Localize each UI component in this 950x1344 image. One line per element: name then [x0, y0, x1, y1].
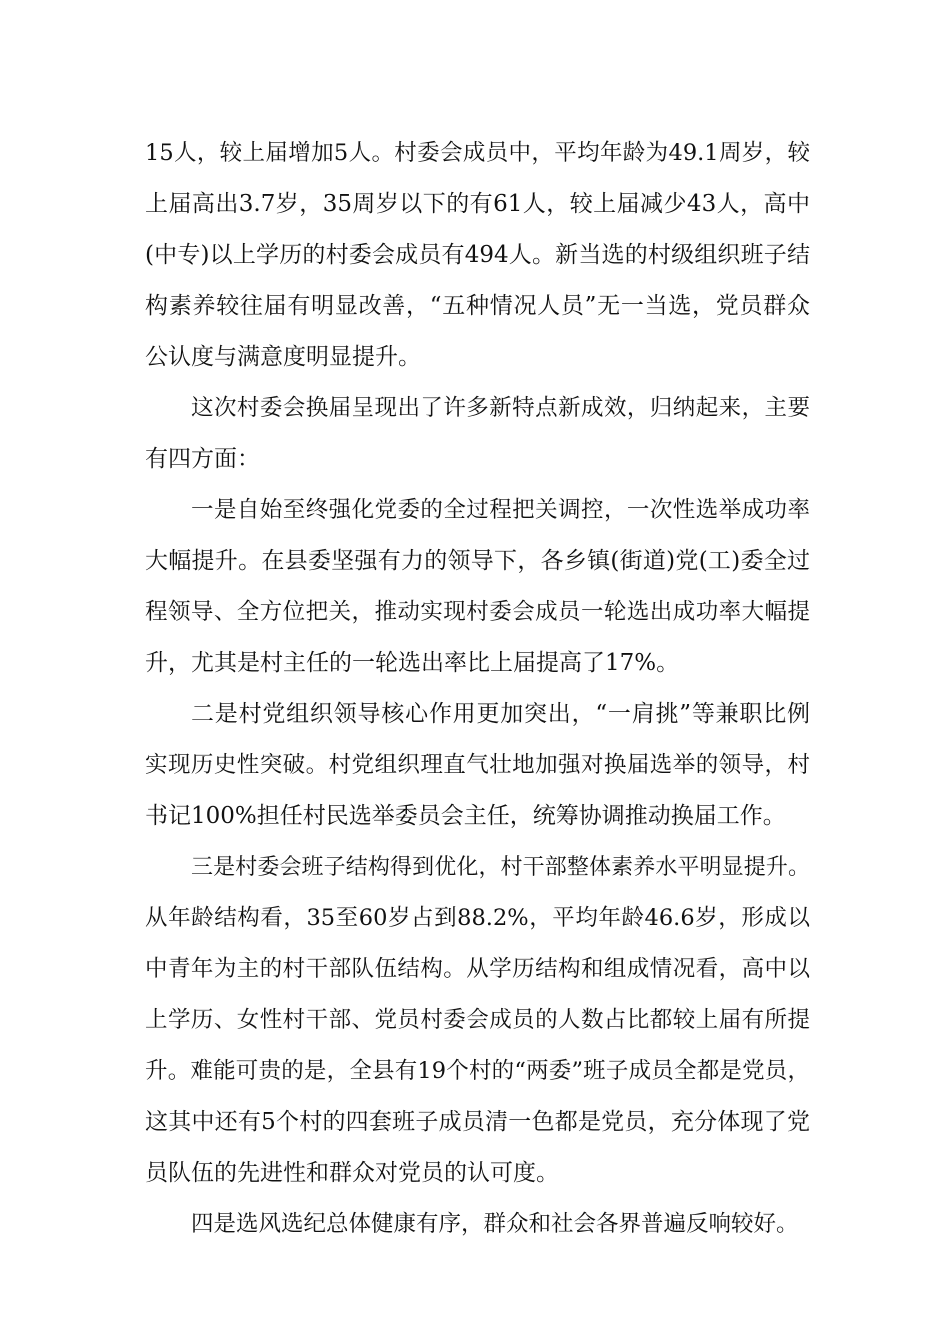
paragraph [145, 485, 810, 689]
paragraph [145, 689, 810, 842]
text-line: 上届高出3.7岁，35周岁以下的有61人，较上届减少43人，高中 [145, 191, 810, 217]
text-line: 升，尤其是村主任的一轮选出率比上届提高了17%。 [145, 650, 680, 676]
body-text [145, 128, 810, 1250]
paragraph [145, 842, 810, 1199]
text-line: 15人，较上届增加5人。村委会成员中，平均年龄为49.1周岁，较 [145, 140, 810, 166]
text-line: 书记100%担任村民选举委员会主任，统筹协调推动换届工作。 [145, 803, 786, 829]
paragraph [145, 1199, 810, 1250]
text-line: 二是村党组织领导核心作用更加突出，“一肩挑”等兼职比例 [191, 701, 810, 727]
text-line: 程领导、全方位把关，推动实现村委会成员一轮选出成功率大幅提 [145, 599, 810, 625]
text-line: 员队伍的先进性和群众对党员的认可度。 [145, 1160, 559, 1186]
text-line: 这其中还有5个村的四套班子成员清一色都是党员，充分体现了党 [145, 1109, 810, 1135]
text-line: 有四方面： [145, 446, 260, 472]
text-line: 升。难能可贵的是，全县有19个村的“两委”班子成员全都是党员， [145, 1058, 810, 1084]
text-line: 这次村委会换届呈现出了许多新特点新成效，归纳起来，主要 [191, 395, 810, 421]
paragraph [145, 383, 810, 485]
paragraph [145, 128, 810, 383]
text-line: 大幅提升。在县委坚强有力的领导下，各乡镇(街道)党(工)委全过 [145, 548, 810, 574]
text-line: 三是村委会班子结构得到优化，村干部整体素养水平明显提升。 [191, 855, 810, 880]
text-line: 四是选风选纪总体健康有序，群众和社会各界普遍反响较好。 [191, 1211, 799, 1237]
text-line: 一是自始至终强化党委的全过程把关调控，一次性选举成功率 [191, 497, 810, 523]
text-line: (中专)以上学历的村委会成员有494人。新当选的村级组织班子结 [145, 242, 810, 268]
text-line: 实现历史性突破。村党组织理直气壮地加强对换届选举的领导，村 [145, 752, 810, 778]
text-line: 公认度与满意度明显提升。 [145, 344, 421, 370]
text-line: 构素养较往届有明显改善，“五种情况人员”无一当选，党员群众 [145, 293, 810, 319]
text-line: 从年龄结构看，35至60岁占到88.2%，平均年龄46.6岁，形成以 [145, 905, 810, 931]
text-line: 中青年为主的村干部队伍结构。从学历结构和组成情况看，高中以 [145, 956, 810, 982]
text-line: 上学历、女性村干部、党员村委会成员的人数占比都较上届有所提 [145, 1007, 810, 1033]
